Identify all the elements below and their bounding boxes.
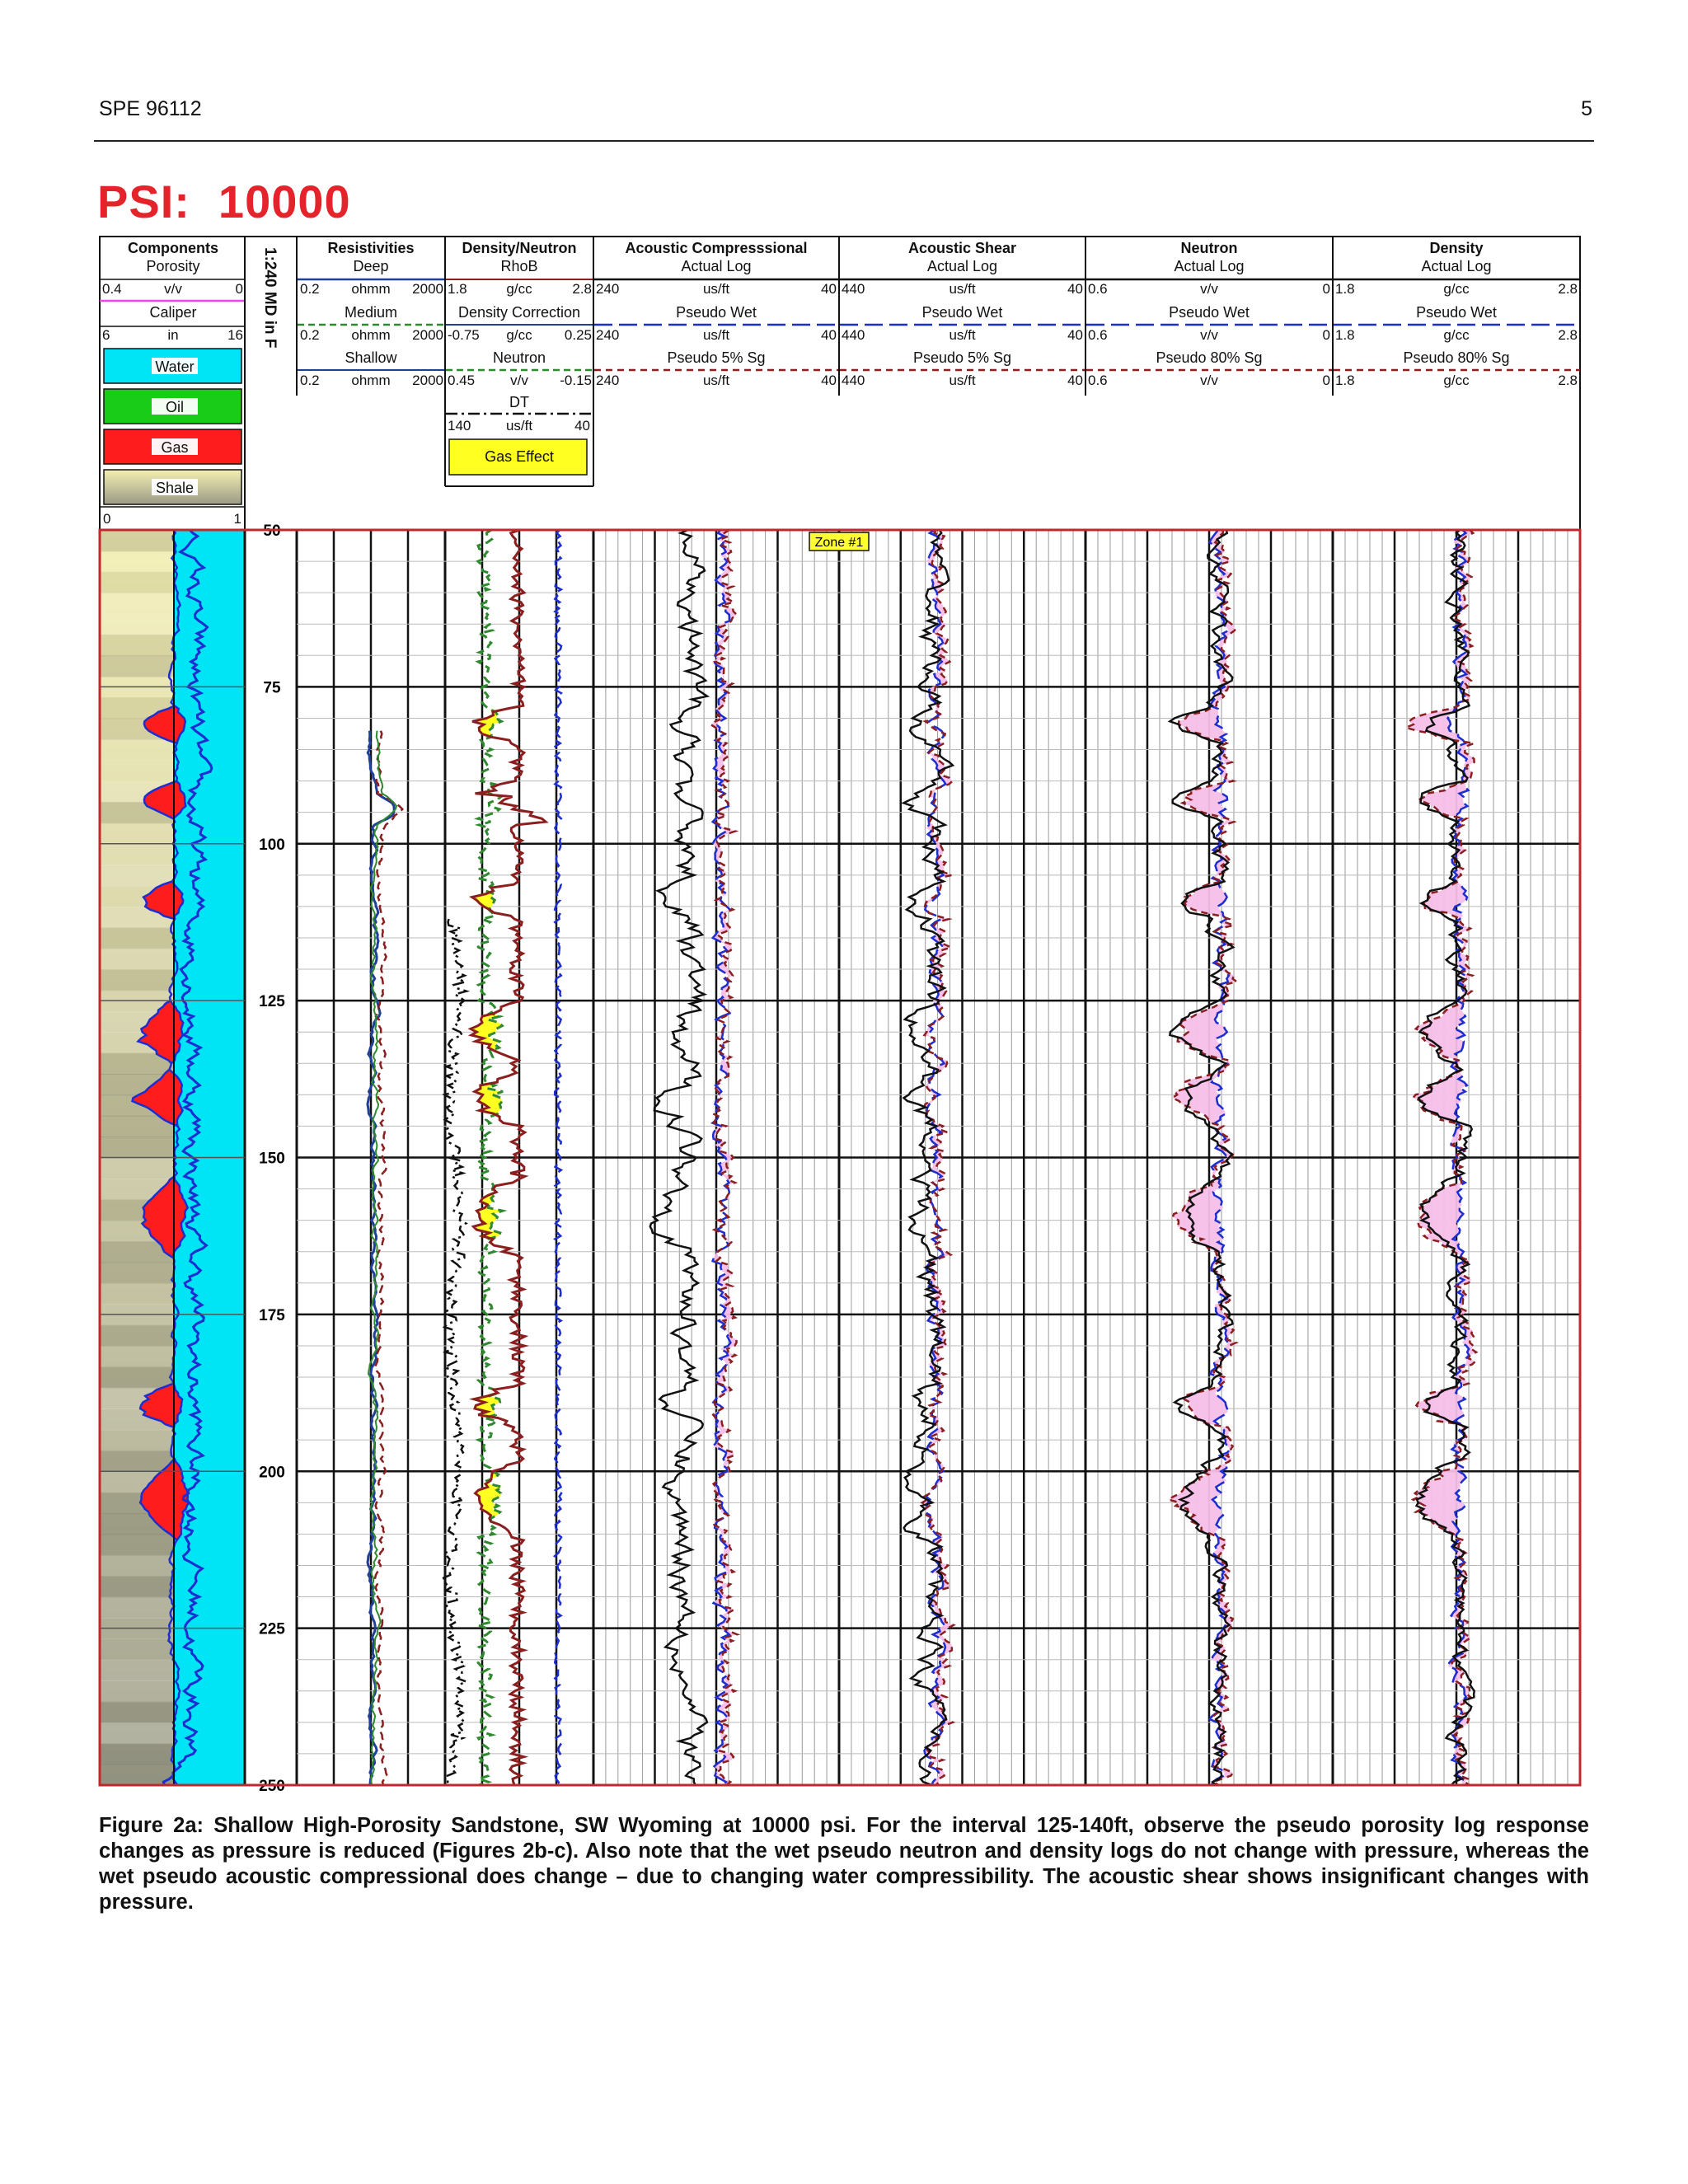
curve-max: 0 <box>1322 281 1330 297</box>
caliper-max: 16 <box>227 327 243 343</box>
medium-max: 2000 <box>412 327 443 343</box>
porosity-min: 0.4 <box>102 281 122 297</box>
curve-unit: v/v <box>1200 373 1218 388</box>
pressure-title-label: PSI: <box>97 176 190 227</box>
caliper-min: 6 <box>102 327 110 343</box>
curve-unit: v/v <box>1200 327 1218 343</box>
legend-water <box>104 349 241 383</box>
curve-name: Pseudo 80% Sg <box>1403 349 1510 366</box>
curve-max: 40 <box>1067 281 1083 297</box>
deep-label: Deep <box>353 258 389 274</box>
curve-unit: us/ft <box>949 281 976 297</box>
curve-min: 0.6 <box>1088 373 1108 388</box>
curve-min: 440 <box>842 373 865 388</box>
neutron-unit: v/v <box>510 373 528 388</box>
rhob-label: RhoB <box>500 258 538 274</box>
curve-max: 2.8 <box>1558 373 1578 388</box>
curve-min: 240 <box>596 281 620 297</box>
density-correction-min: -0.75 <box>448 327 480 343</box>
porosity-label: Porosity <box>146 258 200 274</box>
rhob-min: 1.8 <box>448 281 467 297</box>
dt-curve <box>443 919 467 1785</box>
caliper-label: Caliper <box>149 304 197 321</box>
curve-name: Pseudo 5% Sg <box>667 349 766 366</box>
curve-unit: us/ft <box>702 373 730 388</box>
dt-min: 140 <box>448 418 471 434</box>
legend-label: Gas <box>161 439 189 456</box>
legend-shale <box>104 470 241 504</box>
curve-max: 2.8 <box>1558 281 1578 297</box>
curve-min: 0.6 <box>1088 281 1108 297</box>
track-header-label: Acoustic Shear <box>907 240 1017 256</box>
components-header-label: Components <box>128 240 218 256</box>
curve-max: 40 <box>821 281 837 297</box>
legend-oil <box>104 389 241 424</box>
curve-min: 1.8 <box>1335 327 1355 343</box>
gas-effect-label: Gas Effect <box>485 448 554 465</box>
pseudo-header-0 <box>594 237 839 396</box>
depth-tick-label: 175 <box>259 1306 285 1324</box>
curve-unit: us/ft <box>949 373 976 388</box>
curve-min: 440 <box>842 327 865 343</box>
log-data-area <box>100 523 1580 1795</box>
curve-unit: us/ft <box>702 327 730 343</box>
density-correction-label: Density Correction <box>457 304 581 321</box>
shallow-label: Shallow <box>345 349 397 366</box>
legend-label: Water <box>155 359 195 375</box>
paper-id: SPE 96112 <box>99 97 202 120</box>
deep-max: 2000 <box>412 281 443 297</box>
density-neutron-header <box>445 237 593 486</box>
resistivity-header <box>298 237 445 486</box>
legend-label: Shale <box>155 480 195 496</box>
depth-tick-label: 225 <box>259 1620 285 1638</box>
pseudo-track-headers <box>594 237 1580 396</box>
curve-min: 1.8 <box>1335 373 1355 388</box>
curve-max: 0 <box>1322 327 1330 343</box>
components-legend <box>104 349 241 504</box>
track-header-label: Neutron <box>1180 240 1238 256</box>
zone-marker <box>809 532 869 551</box>
pseudo-header-3 <box>1334 240 1580 388</box>
shallow-min: 0.2 <box>300 373 320 388</box>
curve-min: 440 <box>842 281 865 297</box>
curve-unit: g/cc <box>1443 327 1470 343</box>
density-neutron-header-label: Density/Neutron <box>462 240 577 256</box>
resistivity-header-label: Resistivities <box>327 240 415 256</box>
curve-name: Pseudo Wet <box>676 304 757 321</box>
rhob-unit: g/cc <box>506 281 532 297</box>
dt-unit: us/ft <box>505 418 533 434</box>
curve-max: 40 <box>821 373 837 388</box>
rhob-max: 2.8 <box>572 281 592 297</box>
curve-max: 0 <box>1322 373 1330 388</box>
density-correction-unit: g/cc <box>506 327 532 343</box>
curve-min: 1.8 <box>1335 281 1355 297</box>
depth-tick-label: 250 <box>259 1778 285 1795</box>
deep-unit: ohmm <box>351 281 391 297</box>
track-header-label: Acoustic Compresssional <box>625 240 808 256</box>
porosity-max: 0 <box>235 281 243 297</box>
page-number: 5 <box>1581 97 1592 120</box>
curve-unit: v/v <box>1200 281 1218 297</box>
neutron-min: 0.45 <box>448 373 476 388</box>
medium-min: 0.2 <box>300 327 320 343</box>
track-header-label: Density <box>1429 240 1484 256</box>
depth-tick-label: 50 <box>263 523 281 540</box>
curve-name: Pseudo Wet <box>921 304 1003 321</box>
deep-min: 0.2 <box>300 281 320 297</box>
depth-tick-label: 200 <box>259 1464 285 1482</box>
neutron-label: Neutron <box>492 349 546 366</box>
curve-unit: us/ft <box>949 327 976 343</box>
depth-tick-label: 150 <box>259 1150 285 1168</box>
curve-unit: g/cc <box>1443 373 1470 388</box>
porosity-unit: v/v <box>164 281 182 297</box>
caliper-unit: in <box>167 327 179 343</box>
component-scale-max: 1 <box>233 511 241 527</box>
dt-label: DT <box>509 394 529 410</box>
depth-tick-label: 75 <box>263 679 281 697</box>
depth-tick-label: 100 <box>259 836 285 854</box>
figure-caption: Figure 2a: Shallow High-Porosity Sandstone, SW Wyoming at 10000 psi. For the interval 125-140ft, observe the pseudo porosity log response changes as pressure is reduced (Figures 2b-c). Also note that the wet pseudo neutron and density logs do not change with pressure, whereas the wet pseudo acoustic compressional does change – due to changing water compressibility. The acoustic shear shows insignificant changes with pressure. <box>99 1814 1589 1914</box>
track-grid <box>100 530 1580 1785</box>
curve-min: 0.6 <box>1088 327 1108 343</box>
legend-gas <box>104 429 241 464</box>
medium-unit: ohmm <box>351 327 391 343</box>
medium-label: Medium <box>344 304 398 321</box>
curve-name: Pseudo 80% Sg <box>1156 349 1263 366</box>
pressure-title-value: 10000 <box>218 176 351 227</box>
curve-name: Actual Log <box>926 258 998 274</box>
curve-min: 240 <box>596 327 620 343</box>
depth-tick-label: 125 <box>259 993 285 1011</box>
curve-name: Pseudo 5% Sg <box>912 349 1012 366</box>
depth-header <box>261 237 297 396</box>
neutron-max: -0.15 <box>560 373 592 388</box>
shallow-max: 2000 <box>412 373 443 388</box>
depth-scale-label: 1:240 MD in F <box>261 247 279 349</box>
components-header <box>100 237 245 530</box>
curve-unit: us/ft <box>702 281 730 297</box>
component-scale-min: 0 <box>103 511 111 527</box>
pseudo-header-1 <box>840 237 1085 396</box>
curve-max: 40 <box>1067 373 1083 388</box>
dt-max: 40 <box>574 418 590 434</box>
shallow-unit: ohmm <box>351 373 391 388</box>
curve-max: 40 <box>1067 327 1083 343</box>
curve-name: Actual Log <box>1174 258 1245 274</box>
curve-unit: g/cc <box>1443 281 1470 297</box>
curve-max: 40 <box>821 327 837 343</box>
curve-min: 240 <box>596 373 620 388</box>
curve-name: Pseudo Wet <box>1416 304 1497 321</box>
legend-label: Oil <box>166 399 184 415</box>
zone-label: Zone #1 <box>814 536 864 550</box>
pseudo-header-2 <box>1086 237 1333 396</box>
curve-name: Actual Log <box>1421 258 1492 274</box>
curve-max: 2.8 <box>1558 327 1578 343</box>
curve-name: Pseudo Wet <box>1169 304 1250 321</box>
log-header-panel <box>100 237 1580 530</box>
curve-name: Actual Log <box>681 258 752 274</box>
density-correction-max: 0.25 <box>564 327 592 343</box>
depth-axis <box>259 523 285 1795</box>
